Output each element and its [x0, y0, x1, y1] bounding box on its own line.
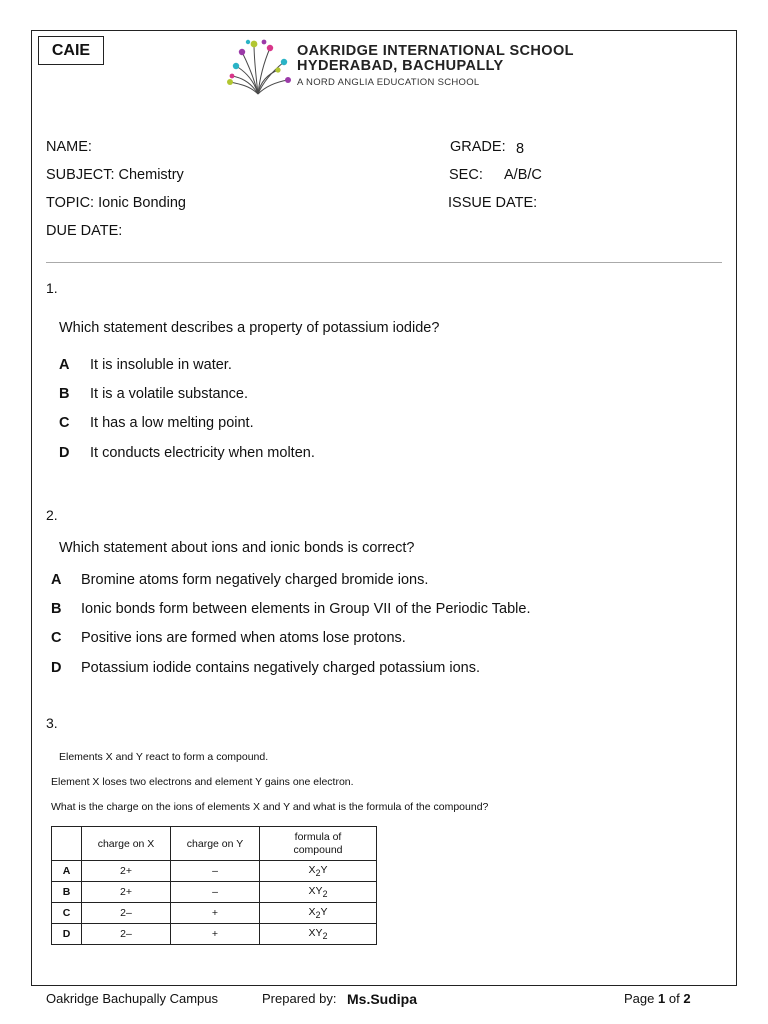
formula-main: X: [308, 863, 316, 876]
table-header-cell: charge on X: [82, 827, 171, 861]
charge-y-cell: +: [171, 903, 260, 924]
formula-cell: [260, 882, 377, 903]
question-line: Elements X and Y react to form a compound.: [59, 751, 269, 763]
school-tagline: A NORD ANGLIA EDUCATION SCHOOL: [297, 77, 480, 88]
name-label: NAME:: [46, 139, 92, 155]
option-letter: C: [51, 630, 62, 646]
table-row: [52, 903, 377, 924]
option-text: Bromine atoms form negatively charged bromide ions.: [81, 572, 429, 588]
option-text: It has a low melting point.: [90, 415, 254, 431]
option-text: It is a volatile substance.: [90, 386, 248, 402]
charge-x-cell: 2+: [82, 861, 171, 882]
formula-cell: [260, 903, 377, 924]
topic-label: TOPIC: Ionic Bonding: [46, 195, 186, 211]
option-letter: A: [51, 572, 62, 588]
formula-main: XY: [308, 884, 323, 897]
school-name: [297, 44, 574, 88]
section-label: SEC:: [449, 167, 483, 183]
row-letter: A: [52, 861, 82, 882]
due-date-label: DUE DATE:: [46, 223, 123, 239]
option-item: [59, 445, 315, 461]
grade-value: 8: [516, 141, 525, 157]
page-total: 2: [683, 991, 691, 1006]
formula-sub: 2: [322, 889, 328, 900]
school-name-line1: OAKRIDGE INTERNATIONAL SCHOOL: [297, 43, 574, 59]
page-word: Page: [624, 991, 655, 1006]
answer-table: [51, 826, 377, 945]
row-letter: B: [52, 882, 82, 903]
option-item: [59, 357, 232, 373]
option-letter: D: [51, 660, 62, 676]
section-value: A/B/C: [504, 167, 542, 183]
charge-y-cell: –: [171, 882, 260, 903]
option-letter: C: [59, 415, 70, 431]
page-of: of: [668, 991, 680, 1006]
table-row: [52, 861, 377, 882]
formula-sub: 2: [315, 868, 321, 879]
question-number: 2.: [46, 507, 58, 523]
issue-date-label: ISSUE DATE:: [448, 195, 538, 211]
table-header-cell: charge on Y: [171, 827, 260, 861]
row-letter: D: [52, 924, 82, 945]
footer-campus: Oakridge Bachupally Campus: [46, 991, 218, 1006]
table-row: [52, 924, 377, 945]
option-item: [51, 601, 531, 617]
question-stem: Which statement about ions and ionic bonds is correct?: [59, 540, 415, 556]
question-number: 3.: [46, 715, 58, 731]
footer-prepared-name: Ms.Sudipa: [347, 991, 418, 1007]
formula-tail: Y: [320, 905, 328, 918]
page-current: 1: [658, 991, 666, 1006]
question-stem: Which statement describes a property of potassium iodide?: [59, 320, 440, 336]
option-letter: B: [51, 601, 62, 617]
question-number: 1.: [46, 280, 58, 296]
option-letter: D: [59, 445, 70, 461]
option-letter: B: [59, 386, 70, 402]
option-text: It conducts electricity when molten.: [90, 445, 315, 461]
option-letter: A: [59, 357, 70, 373]
option-item: [59, 386, 248, 402]
option-item: [51, 630, 406, 646]
table-header-cell: formula of compound: [260, 827, 377, 861]
option-text: Positive ions are formed when atoms lose protons.: [81, 630, 406, 646]
table-header-row: [52, 827, 377, 861]
school-logo-icon: [224, 36, 294, 103]
question-line: What is the charge on the ions of elements X and Y and what is the formula of the compound?: [51, 801, 489, 813]
option-text: Ionic bonds form between elements in Group VII of the Periodic Table.: [81, 601, 531, 617]
formula-sub: 2: [315, 910, 321, 921]
option-text: It is insoluble in water.: [90, 357, 232, 373]
formula-tail: Y: [320, 863, 328, 876]
grade-label: GRADE:: [450, 139, 506, 155]
school-name-line2: HYDERABAD, BACHUPALLY: [297, 58, 504, 74]
charge-x-cell: 2+: [82, 882, 171, 903]
option-item: [59, 415, 254, 431]
option-item: [51, 660, 480, 676]
formula-cell: [260, 861, 377, 882]
option-item: [51, 572, 428, 588]
footer-page-number: [624, 991, 691, 1006]
charge-y-cell: –: [171, 861, 260, 882]
charge-x-cell: 2–: [82, 903, 171, 924]
table-row: [52, 882, 377, 903]
row-letter: C: [52, 903, 82, 924]
header-divider: [46, 262, 722, 263]
table-header-cell: [52, 827, 82, 861]
subject-label: SUBJECT: Chemistry: [46, 167, 184, 183]
formula-main: X: [308, 905, 316, 918]
charge-x-cell: 2–: [82, 924, 171, 945]
formula-main: XY: [308, 926, 323, 939]
option-text: Potassium iodide contains negatively charged potassium ions.: [81, 660, 480, 676]
formula-sub: 2: [322, 931, 328, 942]
formula-cell: [260, 924, 377, 945]
footer-prepared-label: Prepared by:: [262, 991, 337, 1006]
question-line: Element X loses two electrons and element Y gains one electron.: [51, 776, 354, 788]
board-label: CAIE: [38, 36, 104, 65]
charge-y-cell: +: [171, 924, 260, 945]
